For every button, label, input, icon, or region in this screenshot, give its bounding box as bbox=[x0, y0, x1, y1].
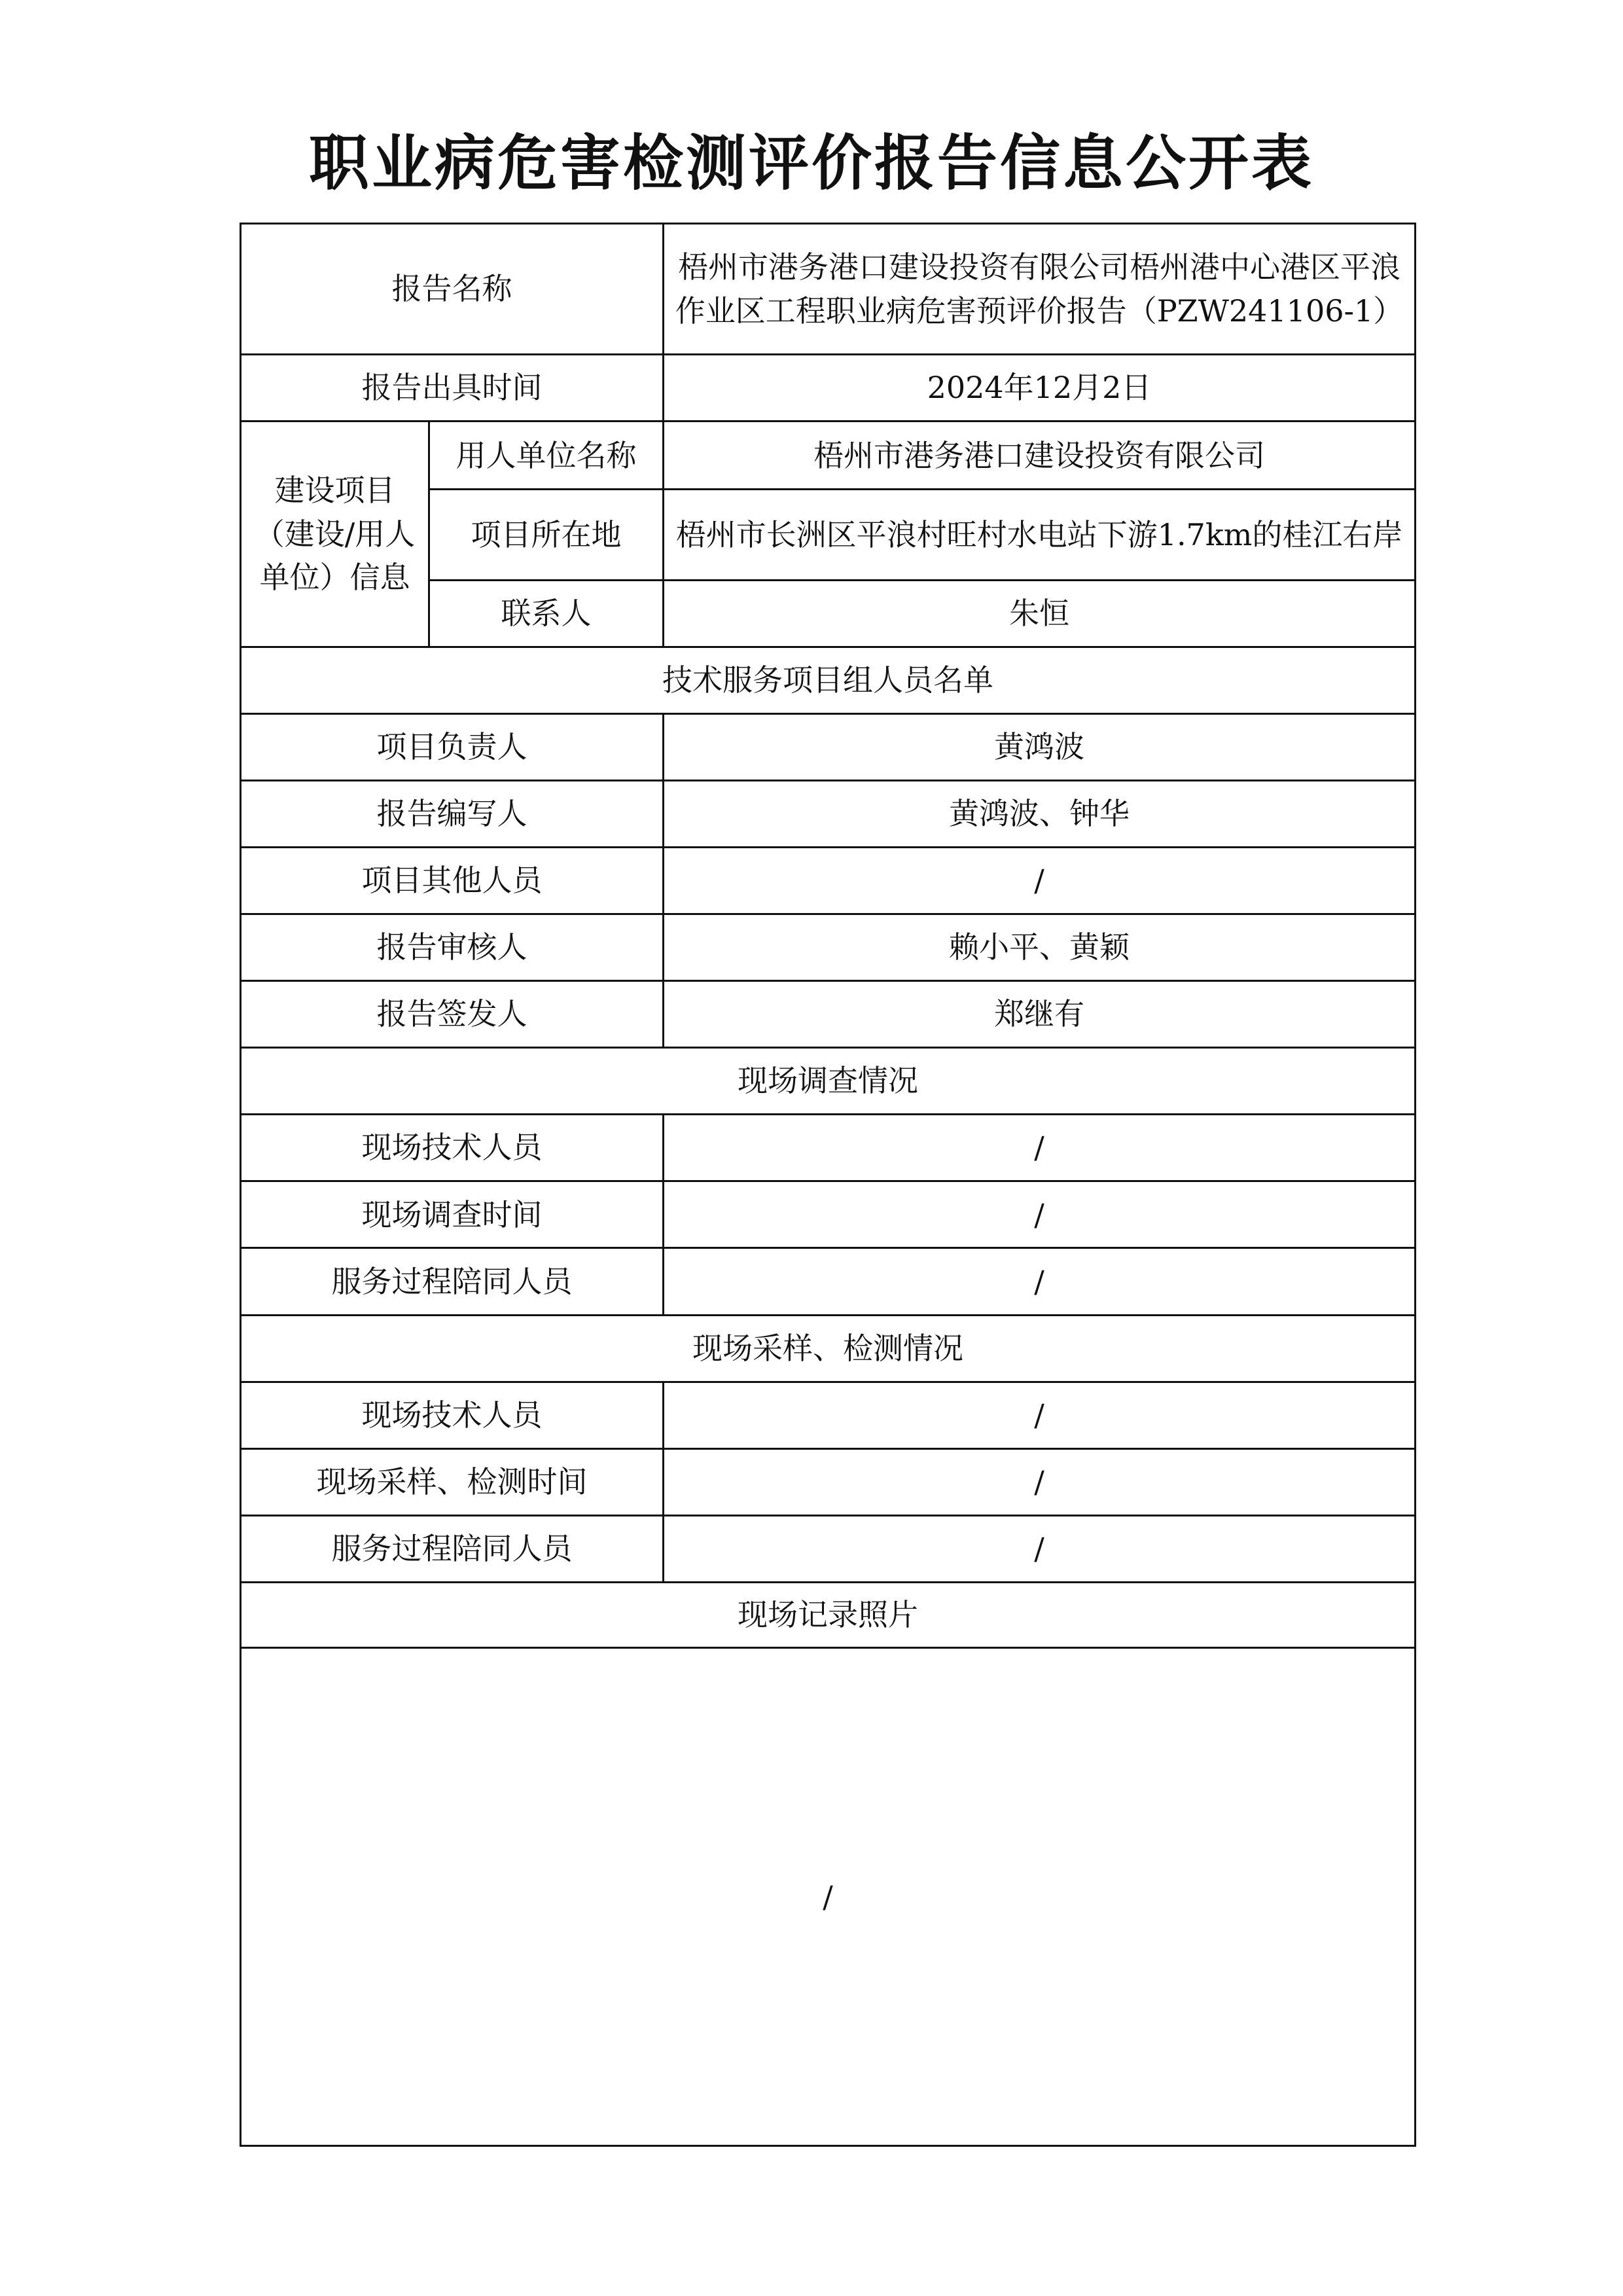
table-row bbox=[241, 981, 1416, 1048]
survey-value: / bbox=[664, 1248, 1416, 1315]
sampling-section-row bbox=[241, 1315, 1416, 1382]
team-section-row bbox=[241, 647, 1416, 713]
team-role-value: 黄鸿波、钟华 bbox=[664, 780, 1416, 847]
table-row bbox=[241, 1515, 1416, 1582]
sampling-value: / bbox=[664, 1515, 1416, 1582]
team-role-value: 赖小平、黄颖 bbox=[664, 914, 1416, 981]
survey-value: / bbox=[664, 1181, 1416, 1248]
survey-value: / bbox=[664, 1115, 1416, 1181]
sampling-section-title: 现场采样、检测情况 bbox=[241, 1315, 1416, 1382]
team-role-value: 黄鸿波 bbox=[664, 713, 1416, 780]
team-role-label: 报告签发人 bbox=[241, 981, 664, 1048]
location-value: 梧州市长洲区平浪村旺村水电站下游1.7km的桂江右岸 bbox=[664, 490, 1416, 580]
photos-section-row bbox=[241, 1582, 1416, 1647]
survey-label: 现场调查时间 bbox=[241, 1181, 664, 1248]
table-row bbox=[241, 1382, 1416, 1448]
table-row bbox=[241, 1248, 1416, 1315]
sampling-label: 现场采样、检测时间 bbox=[241, 1448, 664, 1515]
survey-label: 服务过程陪同人员 bbox=[241, 1248, 664, 1315]
page-title: 职业病危害检测评价报告信息公开表 bbox=[308, 128, 1314, 198]
team-section-title: 技术服务项目组人员名单 bbox=[241, 647, 1416, 713]
location-label: 项目所在地 bbox=[429, 490, 664, 580]
report-name-label: 报告名称 bbox=[241, 224, 664, 355]
employer-row bbox=[241, 422, 1416, 490]
photos-content: / bbox=[241, 1648, 1416, 2146]
sampling-value: / bbox=[664, 1448, 1416, 1515]
report-name-row bbox=[241, 224, 1416, 355]
table-row bbox=[241, 1448, 1416, 1515]
issue-time-row bbox=[241, 355, 1416, 422]
issue-time-label: 报告出具时间 bbox=[241, 355, 664, 422]
report-name-value: 梧州市港务港口建设投资有限公司梧州港中心港区平浪作业区工程职业病危害预评价报告（PZW241106-1） bbox=[664, 224, 1416, 355]
team-role-value: / bbox=[664, 847, 1416, 914]
survey-section-row bbox=[241, 1048, 1416, 1115]
employer-label: 用人单位名称 bbox=[429, 422, 664, 490]
employer-value: 梧州市港务港口建设投资有限公司 bbox=[664, 422, 1416, 490]
photos-section-title: 现场记录照片 bbox=[241, 1582, 1416, 1647]
table-row bbox=[241, 914, 1416, 981]
table-row bbox=[241, 780, 1416, 847]
project-group-label: 建设项目（建设/用人单位）信息 bbox=[241, 422, 429, 647]
team-role-label: 报告审核人 bbox=[241, 914, 664, 981]
team-role-value: 郑继有 bbox=[664, 981, 1416, 1048]
survey-label: 现场技术人员 bbox=[241, 1115, 664, 1181]
table-row bbox=[241, 1181, 1416, 1248]
survey-section-title: 现场调查情况 bbox=[241, 1048, 1416, 1115]
info-table bbox=[240, 223, 1416, 2147]
sampling-label: 服务过程陪同人员 bbox=[241, 1515, 664, 1582]
photos-row bbox=[241, 1648, 1416, 2146]
table-row bbox=[241, 713, 1416, 780]
team-role-label: 报告编写人 bbox=[241, 780, 664, 847]
team-role-label: 项目其他人员 bbox=[241, 847, 664, 914]
table-row bbox=[241, 847, 1416, 914]
issue-time-value: 2024年12月2日 bbox=[664, 355, 1416, 422]
contact-label: 联系人 bbox=[429, 580, 664, 647]
team-role-label: 项目负责人 bbox=[241, 713, 664, 780]
sampling-label: 现场技术人员 bbox=[241, 1382, 664, 1448]
sampling-value: / bbox=[664, 1382, 1416, 1448]
contact-value: 朱恒 bbox=[664, 580, 1416, 647]
table-row bbox=[241, 1115, 1416, 1181]
